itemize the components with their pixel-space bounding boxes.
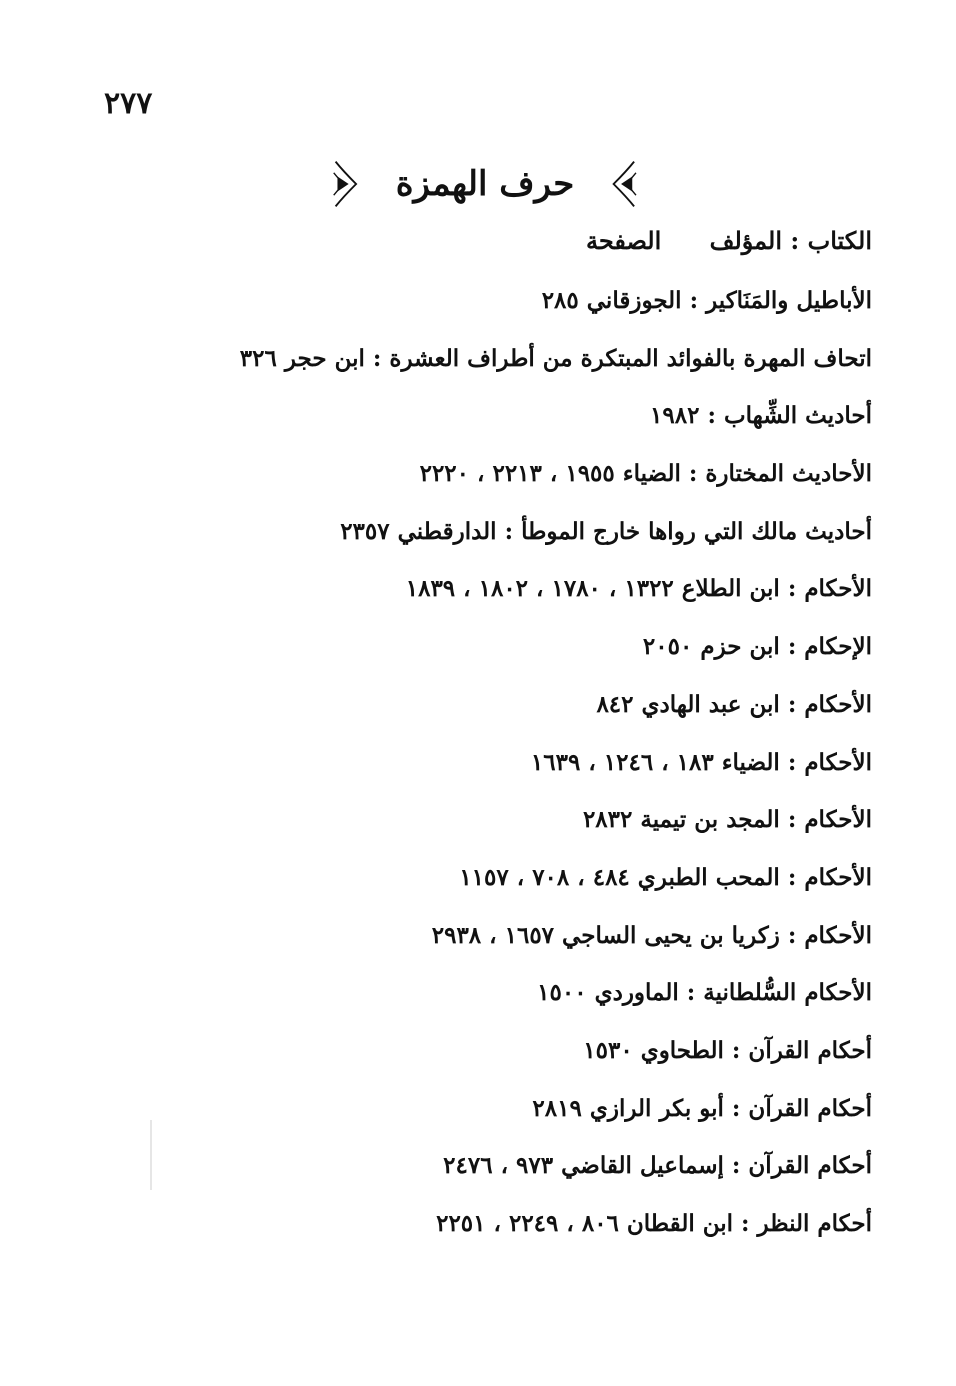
ornament-right-icon bbox=[608, 156, 640, 212]
list-item: أحكام القرآن : الطحاوي ١٥٣٠ bbox=[583, 1036, 872, 1064]
page-number: ٢٧٧ bbox=[104, 86, 153, 121]
list-item: الأباطيل والمَنَاكير : الجوزقاني ٢٨٥ bbox=[541, 287, 872, 314]
list-item: الإحكام : ابن حزم ٢٠٥٠ bbox=[642, 633, 872, 661]
list-item: اتحاف المهرة بالفوائد المبتكرة من أطراف العشرة : ابن حجر ٣٢٦ bbox=[239, 344, 872, 372]
list-item: أحكام القرآن : إسماعيل القاضي ٩٧٣ ، ٢٤٧٦ bbox=[443, 1152, 872, 1180]
list-item: أحاديث مالك التي رواها خارج الموطأ : الدارقطني ٢٣٥٧ bbox=[340, 517, 872, 545]
list-item: الأحكام : المحب الطبري ٤٨٤ ، ٧٠٨ ، ١١٥٧ bbox=[459, 863, 872, 891]
list-item: أحكام القرآن : أبو بكر الرازي ٢٨١٩ bbox=[532, 1094, 872, 1122]
list-item: الأحاديث المختارة : الضياء ١٩٥٥ ، ٢٢١٣ ، ٢٢٢٠ bbox=[419, 460, 872, 488]
scan-margin-mark bbox=[150, 1120, 152, 1190]
section-title: حرف الهمزة bbox=[395, 164, 575, 204]
list-item: الأحكام : زكريا بن يحيى الساجي ١٦٥٧ ، ٢٩٣٨ bbox=[431, 921, 872, 949]
column-header-separator: : bbox=[790, 226, 800, 255]
ornament-left-icon bbox=[330, 156, 362, 212]
list-item: الأحكام : المجد بن تيمية ٢٨٣٢ bbox=[582, 806, 872, 834]
column-header-page: الصفحة bbox=[585, 226, 662, 255]
list-item: الأحكام السُّلطانية : الماوردي ١٥٠٠ bbox=[537, 979, 872, 1007]
list-item: الأحكام : الضياء ١٨٣ ، ١٢٤٦ ، ١٦٣٩ bbox=[530, 748, 872, 776]
book-index-list bbox=[240, 281, 872, 1262]
column-header-author: المؤلف bbox=[709, 226, 783, 255]
column-headers bbox=[586, 226, 872, 255]
list-item: أحاديث الشِّهاب : ١٩٨٢ bbox=[650, 402, 872, 430]
column-header-book: الكتاب bbox=[807, 226, 872, 255]
section-header bbox=[330, 156, 640, 212]
list-item: الأحكام : ابن الطلاع ١٣٢٢ ، ١٧٨٠ ، ١٨٠٢ ، ١٨٣٩ bbox=[405, 575, 872, 603]
list-item: الأحكام : ابن عبد الهادي ٨٤٢ bbox=[596, 690, 872, 718]
list-item: أحكام النظر : ابن القطان ٨٠٦ ، ٢٢٤٩ ، ٢٢٥١ bbox=[436, 1210, 872, 1237]
